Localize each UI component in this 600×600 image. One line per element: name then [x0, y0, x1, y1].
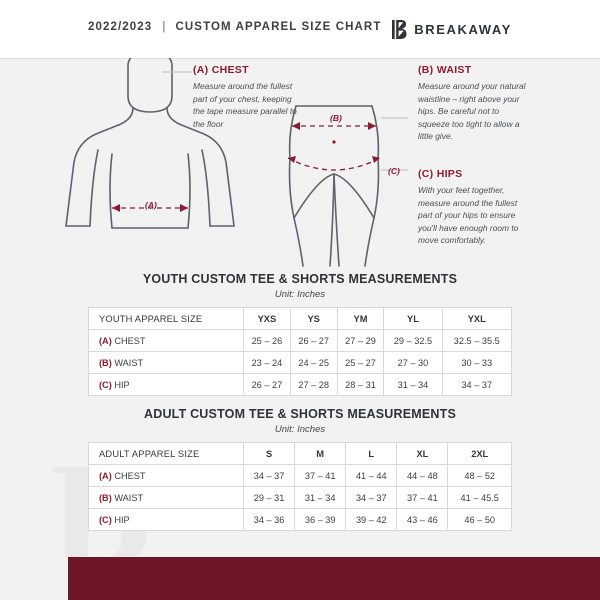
- figure-label-hips: (C): [388, 166, 400, 176]
- youth-col-3: YM: [337, 308, 384, 330]
- callout-hips: [418, 168, 530, 247]
- youth-col-2: YS: [290, 308, 337, 330]
- youth-col-1: YXS: [244, 308, 291, 330]
- measurement-diagram: [0, 58, 600, 270]
- adult-cell-0-0: 34 – 37: [244, 465, 295, 487]
- youth-section-header: [0, 272, 600, 300]
- adult-cell-1-0: 29 – 31: [244, 487, 295, 509]
- row-name: WAIST: [111, 357, 144, 368]
- table-header-row: [89, 308, 512, 330]
- adult-row-2-label: [89, 509, 244, 531]
- adult-row-0-label: [89, 465, 244, 487]
- youth-cell-1-2: 25 – 27: [337, 352, 384, 374]
- adult-row-1-label: [89, 487, 244, 509]
- row-name: HIP: [111, 514, 130, 525]
- callout-waist-body: Measure around your natural waistline – right above your hips. Be careful not to squeeze too tight to allow a little give.: [418, 81, 526, 142]
- row-name: CHEST: [111, 335, 146, 346]
- table-header-row: [89, 443, 512, 465]
- figure-label-waist: (B): [330, 113, 342, 123]
- row-code: (B): [99, 492, 112, 503]
- youth-cell-1-3: 27 – 30: [384, 352, 442, 374]
- adult-cell-1-3: 37 – 41: [397, 487, 448, 509]
- adult-title: ADULT CUSTOM TEE & SHORTS MEASUREMENTS: [143, 407, 456, 421]
- adult-section-header: [0, 407, 600, 435]
- youth-unit: Unit: Inches: [274, 289, 326, 300]
- row-code: (C): [99, 514, 112, 525]
- youth-cell-1-0: 23 – 24: [244, 352, 291, 374]
- row-name: CHEST: [111, 470, 146, 481]
- adult-cell-2-3: 43 – 46: [397, 509, 448, 531]
- header-year: 2022/2023: [88, 21, 153, 33]
- youth-cell-2-4: 34 – 37: [442, 374, 511, 396]
- youth-cell-0-0: 25 – 26: [244, 330, 291, 352]
- row-code: (A): [99, 470, 112, 481]
- page-header: [0, 0, 600, 59]
- callout-chest: [193, 64, 305, 130]
- youth-cell-0-4: 32.5 – 35.5: [442, 330, 511, 352]
- adult-col-0: ADULT APPAREL SIZE: [89, 443, 244, 465]
- table-row: [89, 330, 512, 352]
- adult-cell-1-1: 31 – 34: [295, 487, 346, 509]
- youth-row-0-label: [89, 330, 244, 352]
- callout-hips-body: With your feet together, measure around the fullest part of your hips to ensure you'll have enough room to move comfortably.: [418, 185, 519, 246]
- adult-cell-2-1: 36 – 39: [295, 509, 346, 531]
- adult-cell-2-0: 34 – 36: [244, 509, 295, 531]
- callout-hips-title: (C) HIPS: [418, 168, 463, 180]
- callout-waist: [418, 64, 530, 143]
- page-title: CUSTOM APPAREL SIZE CHART: [175, 21, 382, 33]
- footer-left-spacer: [0, 557, 68, 600]
- adult-cell-0-2: 41 – 44: [346, 465, 397, 487]
- row-code: (C): [99, 379, 112, 390]
- youth-title: YOUTH CUSTOM TEE & SHORTS MEASUREMENTS: [142, 272, 458, 286]
- youth-col-0: YOUTH APPAREL SIZE: [89, 308, 244, 330]
- row-name: WAIST: [111, 492, 144, 503]
- youth-cell-2-3: 31 – 34: [384, 374, 442, 396]
- header-title-group: [88, 21, 381, 33]
- row-code: (A): [99, 335, 112, 346]
- youth-cell-1-4: 30 – 33: [442, 352, 511, 374]
- adult-cell-2-2: 39 – 42: [346, 509, 397, 531]
- youth-row-2-label: [89, 374, 244, 396]
- table-row: [89, 374, 512, 396]
- youth-cell-0-2: 27 – 29: [337, 330, 384, 352]
- adult-col-5: 2XL: [448, 443, 512, 465]
- adult-cell-0-4: 48 – 52: [448, 465, 512, 487]
- youth-cell-2-2: 28 – 31: [337, 374, 384, 396]
- brand-name: BREAKAWAY: [414, 22, 512, 37]
- youth-cell-0-1: 26 – 27: [290, 330, 337, 352]
- callout-chest-title: (A) CHEST: [193, 64, 249, 76]
- callout-waist-title: (B) WAIST: [418, 64, 472, 76]
- footer-bar: [68, 557, 600, 600]
- youth-cell-0-3: 29 – 32.5: [384, 330, 442, 352]
- adult-col-1: S: [244, 443, 295, 465]
- youth-size-table: [88, 307, 512, 396]
- youth-cell-1-1: 24 – 25: [290, 352, 337, 374]
- header-separator: |: [162, 21, 166, 33]
- adult-unit: Unit: Inches: [274, 424, 326, 435]
- adult-cell-2-4: 46 – 50: [448, 509, 512, 531]
- adult-cell-0-1: 37 – 41: [295, 465, 346, 487]
- table-row: [89, 352, 512, 374]
- adult-col-3: L: [346, 443, 397, 465]
- youth-cell-2-1: 27 – 28: [290, 374, 337, 396]
- youth-col-4: YL: [384, 308, 442, 330]
- youth-cell-2-0: 26 – 27: [244, 374, 291, 396]
- adult-col-4: XL: [397, 443, 448, 465]
- breakaway-b-logo-icon: [390, 19, 407, 40]
- table-row: [89, 487, 512, 509]
- row-code: (B): [99, 357, 112, 368]
- adult-cell-0-3: 44 – 48: [397, 465, 448, 487]
- youth-col-5: YXL: [442, 308, 511, 330]
- adult-cell-1-4: 41 – 45.5: [448, 487, 512, 509]
- row-name: HIP: [111, 379, 130, 390]
- adult-col-2: M: [295, 443, 346, 465]
- adult-cell-1-2: 34 – 37: [346, 487, 397, 509]
- callout-chest-body: Measure around the fullest part of your chest, keeping the tape measure parallel to the floor: [193, 81, 297, 129]
- brand-lockup: [390, 19, 512, 40]
- figure-label-chest: (A): [145, 200, 157, 210]
- youth-row-1-label: [89, 352, 244, 374]
- table-row: [89, 509, 512, 531]
- table-row: [89, 465, 512, 487]
- adult-size-table: [88, 442, 512, 531]
